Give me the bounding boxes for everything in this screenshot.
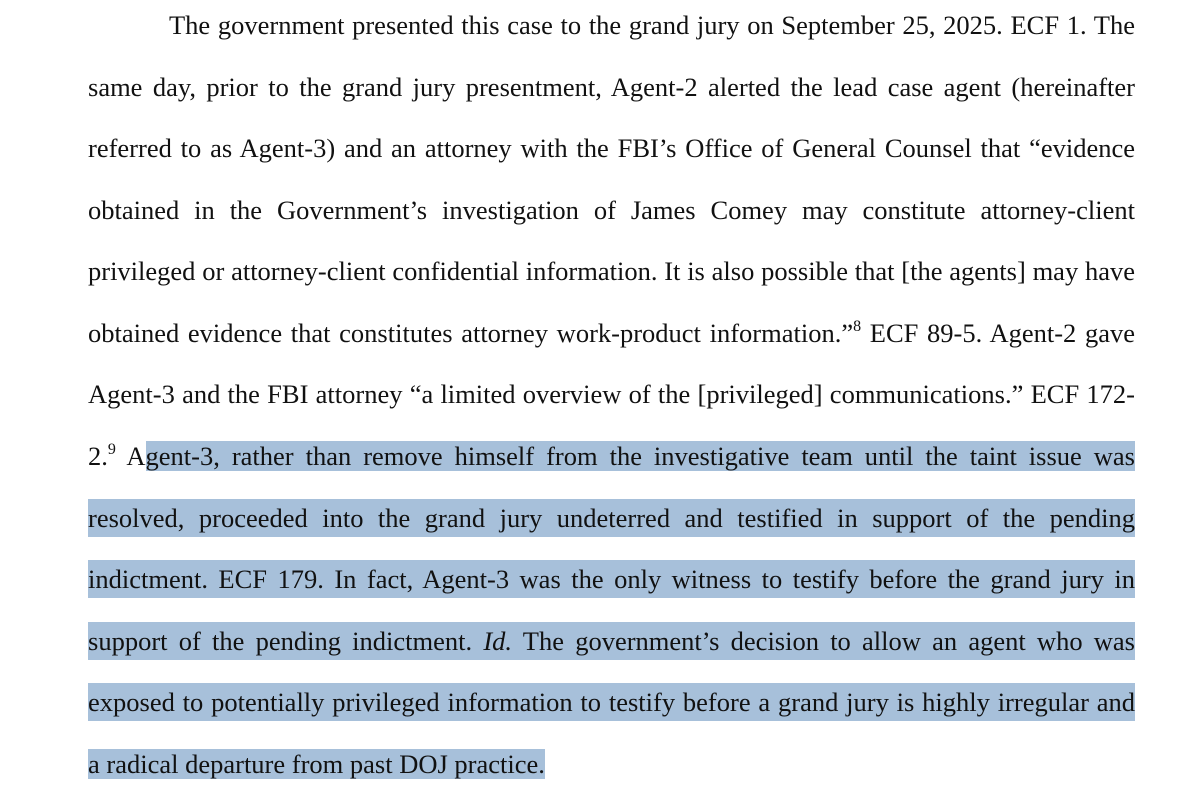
paragraph-line-6 [88,314,1135,352]
highlighted-text-line-10: indictment. ECF 179. In fact, Agent-3 was the only witness to testify before the grand jury in [88,560,1135,598]
paragraph-line-13 [88,745,545,783]
paragraph-line-2: same day, prior to the grand jury presentment, Agent-2 alerted the lead case agent (hereinafter [88,72,1135,102]
footnote-marker-8[interactable]: 8 [853,318,862,335]
line-6-text-after: ECF 89-5. Agent-2 gave [861,318,1136,348]
footnote-marker-9[interactable]: 9 [107,441,116,458]
highlighted-text-line-13: a radical departure from past DOJ practice. [88,749,545,779]
highlighted-text-line-8: gent-3, rather than remove himself from the investigative team until the taint issue was [145,441,1135,471]
paragraph-line-8 [88,437,1135,475]
line-6-text-before: obtained evidence that constitutes attorney work-product information.” [88,318,854,348]
id-citation: Id. [483,626,513,656]
line-11-text-after: The government’s decision to allow an agent who was [512,626,1135,656]
line-11-text-before: support of the pending indictment. [88,626,484,656]
line-8-text-gap: A [115,441,146,471]
paragraph-line-3: referred to as Agent-3) and an attorney with the FBI’s Office of General Counsel that “evidence [88,133,1135,163]
paragraph-line-1: The government presented this case to the grand jury on September 25, 2025. ECF 1. The [169,10,1135,40]
line-8-text-start: 2. [88,441,108,471]
paragraph-line-5: privileged or attorney-client confidential information. It is also possible that [the agents] may have [88,256,1135,286]
paragraph-line-4: obtained in the Government’s investigation of James Comey may constitute attorney-client [88,195,1135,225]
paragraph-line-7: Agent-3 and the FBI attorney “a limited overview of the [privileged] communications.” ECF 172- [88,379,1135,409]
highlighted-text-line-12: exposed to potentially privileged information to testify before a grand jury is highly irregular and [88,683,1135,721]
highlighted-text-line-11 [88,622,1135,660]
highlighted-text-line-9: resolved, proceeded into the grand jury undeterred and testified in support of the pending [88,499,1135,537]
